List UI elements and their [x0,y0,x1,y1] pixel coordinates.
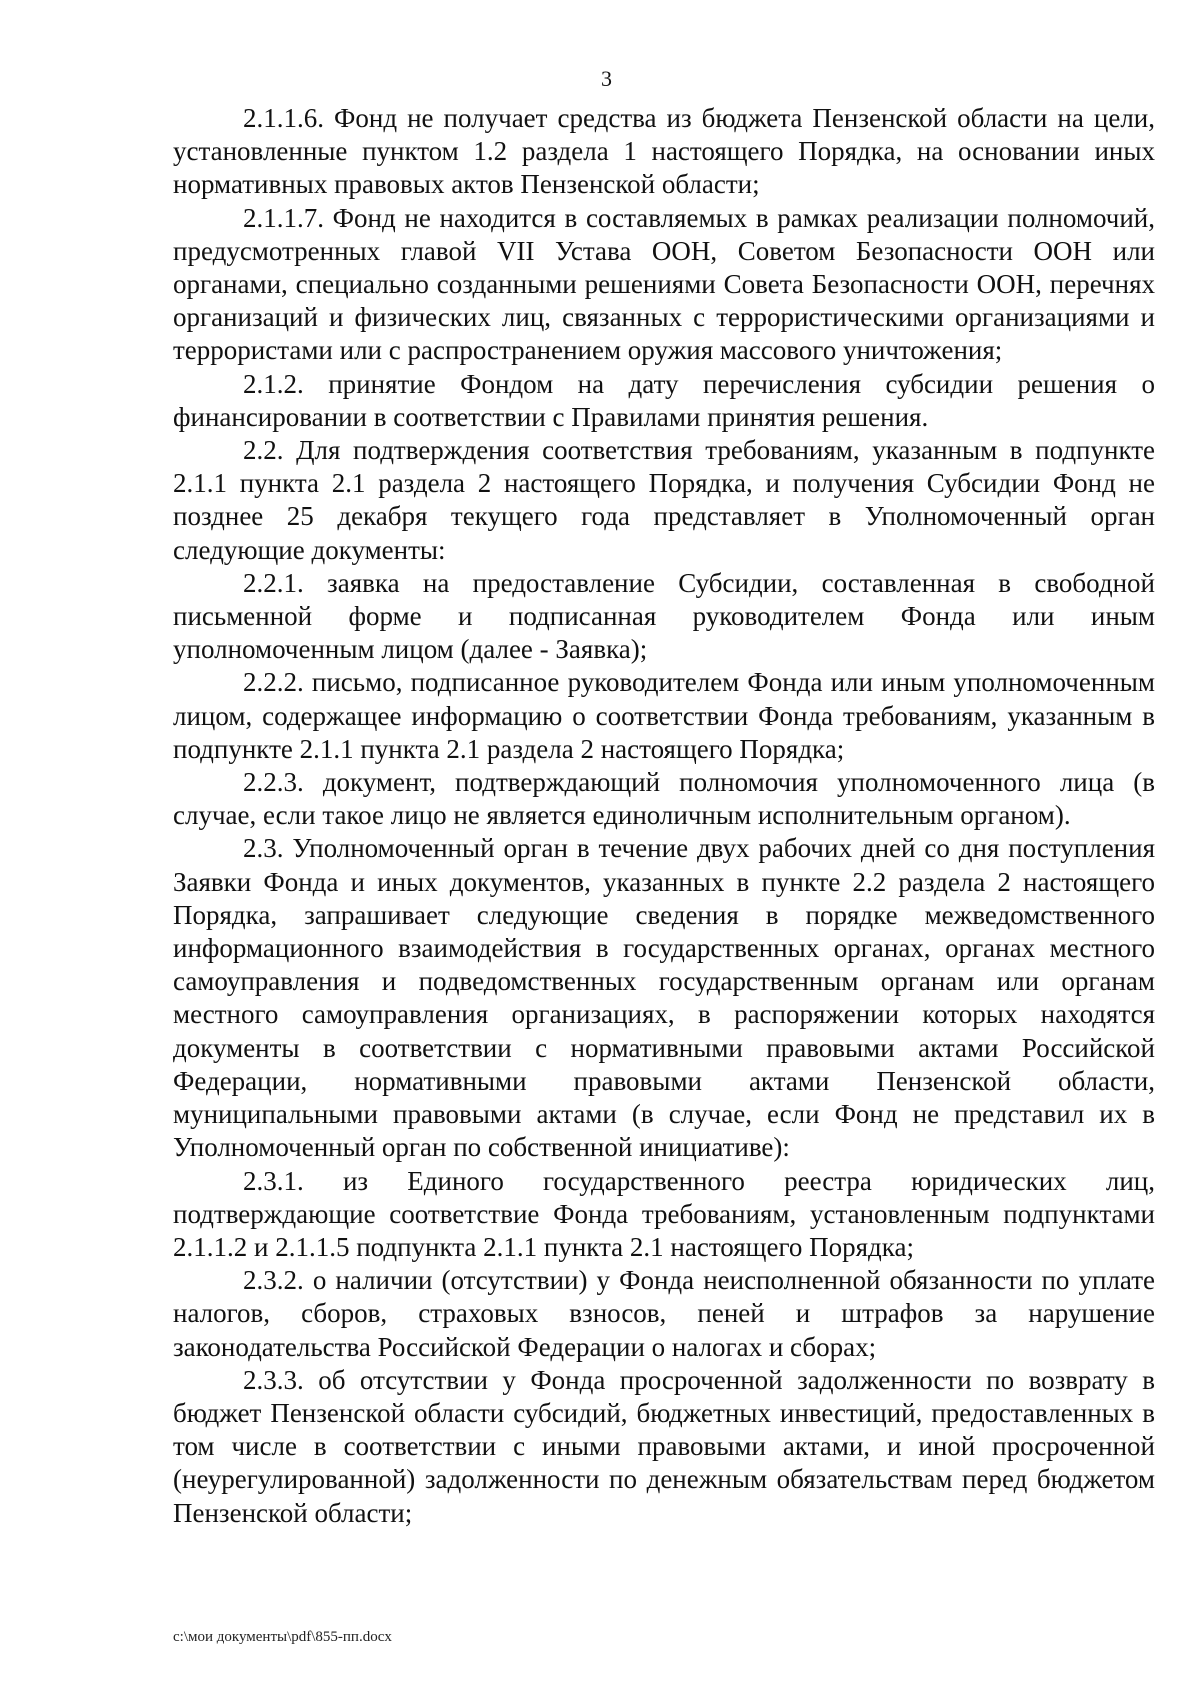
paragraph-2-2-3: 2.2.3. документ, подтверждающий полномочия уполномоченного лица (в случае, если такое лицо не является единоличным исполнительным органом). [173,767,1155,831]
document-body [173,102,1155,1530]
paragraph-2-3: 2.3. Уполномоченный орган в течение двух рабочих дней со дня поступления Заявки Фонда и иных документов, указанных в пункте 2.2 раздела 2 настоящего Порядка, запрашивает следующие сведения в порядке межведомственного информационного взаимодействия в государственных органах, органах местного самоуправления и подведомственных государственным органам или органам местного самоуправления организациях, в распоряжении которых находятся документы в соответствии с нормативными правовыми актами Российской Федерации, нормативными правовыми актами Пензенской области, муниципальными правовыми актами (в случае, если Фонд не представил их в Уполномоченный орган по собственной инициативе): [173,833,1155,1163]
footer-file-path: c:\мои документы\pdf\855-пп.docx [173,1629,392,1645]
paragraph-2-3-3: 2.3.3. об отсутствии у Фонда просроченной задолженности по возврату в бюджет Пензенской области субсидий, бюджетных инвестиций, предоставленных в том числе в соответствии с иными правовыми актами, и иной просроченной (неурегулированной) задолженности по денежным обязательствам перед бюджетом Пензенской области; [173,1364,1155,1528]
paragraph-2-1-2: 2.1.2. принятие Фондом на дату перечисления субсидии решения о финансировании в соответствии с Правилами принятия решения. [173,368,1155,432]
paragraph-2-3-1: 2.3.1. из Единого государственного реестра юридических лиц, подтверждающие соответствие Фонда требованиям, установленным подпунктами 2.1.1.2 и 2.1.1.5 подпункта 2.1.1 пункта 2.1 настоящего Порядка; [173,1165,1155,1262]
paragraph-2-1-1-7: 2.1.1.7. Фонд не находится в составляемых в рамках реализации полномочий, предусмотренных главой VII Устава ООН, Советом Безопасности ООН или органами, специально созданными решениями Совета Безопасности ООН, перечнях организаций и физических лиц, связанных с террористическими организациями и террористами или с распространением оружия массового уничтожения; [173,202,1155,366]
page-number: 3 [601,66,612,91]
paragraph-2-2: 2.2. Для подтверждения соответствия требованиям, указанным в подпункте 2.1.1 пункта 2.1 раздела 2 настоящего Порядка, и получения Субсидии Фонд не позднее 25 декабря текущего года представляет в Уполномоченный орган следующие документы: [173,435,1155,565]
paragraph-2-2-1: 2.2.1. заявка на предоставление Субсидии, составленная в свободной письменной форме и подписанная руководителем Фонда или иным уполномоченным лицом (далее - Заявка); [173,567,1155,665]
paragraph-2-2-2: 2.2.2. письмо, подписанное руководителем Фонда или иным уполномоченным лицом, содержащее информацию о соответствии Фонда требованиям, указанным в подпункте 2.1.1 пункта 2.1 раздела 2 настоящего Порядка; [173,667,1155,764]
paragraph-2-3-2: 2.3.2. о наличии (отсутствии) у Фонда неисполненной обязанности по уплате налогов, сборов, страховых взносов, пеней и штрафов за нарушение законодательства Российской Федерации о налогах и сборах; [173,1265,1155,1362]
paragraph-2-1-1-6: 2.1.1.6. Фонд не получает средства из бюджета Пензенской области на цели, установленные пунктом 1.2 раздела 1 настоящего Порядка, на основании иных нормативных правовых актов Пензенской области; [173,103,1155,200]
